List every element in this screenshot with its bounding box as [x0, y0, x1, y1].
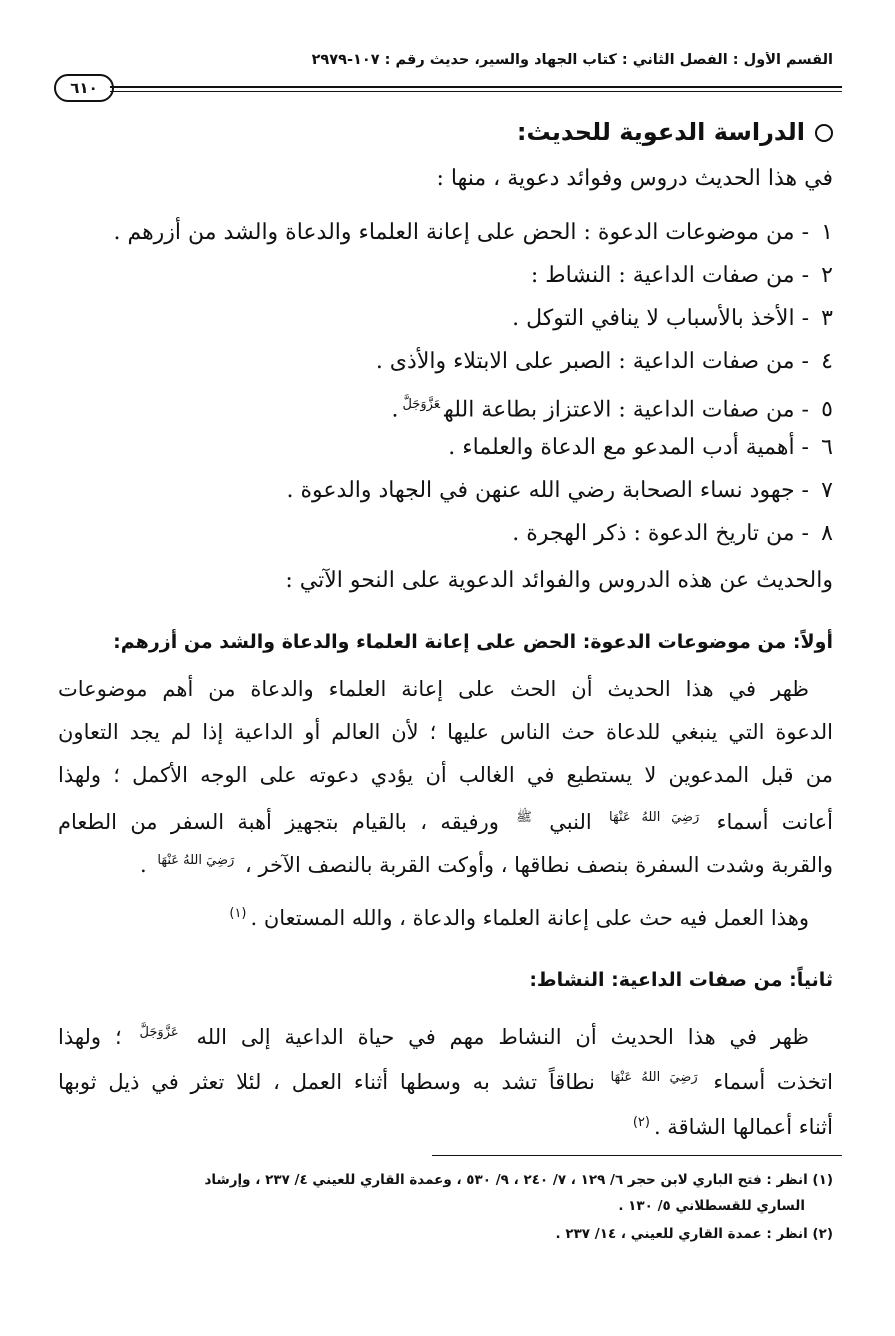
- honorific: رَضِيَ اللهُ عَنْهَا: [609, 810, 700, 825]
- section-title: [517, 110, 833, 154]
- list-item-number: ٢: [821, 263, 833, 288]
- paragraph-line: من قبل المدعوين لا يستطيع في الغالب أن يؤدي دعوته على الوجه الأكمل ؛ ولهذا: [58, 763, 833, 787]
- text-run: والقربة وشدت السفرة بنصف نطاقها ، وأوكت القربة بالنصف الآخر ،: [244, 853, 833, 877]
- footnote-rule: [432, 1155, 842, 1156]
- list-item: [391, 384, 833, 426]
- honorific: رَضِيَ اللهُ عَنْهَا: [610, 1070, 698, 1085]
- text-run: أعانت أسماء: [716, 810, 833, 834]
- circle-bullet-icon: [815, 124, 833, 142]
- text-run: ورفيقه ، بالقيام بتجهيز أهبة السفر من الطعام: [58, 810, 499, 834]
- text-run: نطاقاً تشد به وسطها أثناء العمل ، لئلا تعثر في ذيل ثوبها: [58, 1070, 595, 1094]
- list-item: [512, 513, 833, 555]
- text-run: اتخذت أسماء: [713, 1070, 833, 1094]
- paragraph-line: [58, 1057, 833, 1099]
- footnote-ref: (٢): [632, 1115, 650, 1130]
- list-item-text: - الأخذ بالأسباب لا ينافي التوكل .: [512, 306, 809, 331]
- page-number: ٦١٠: [54, 74, 114, 102]
- first-heading: أولاً: من موضوعات الدعوة: الحض على إعانة العلماء والدعاة والشد من أزرهم:: [113, 631, 833, 653]
- list-item-text: - من صفات الداعية : النشاط :: [530, 263, 809, 288]
- footnote: (٢) انظر : عمدة القاري للعيني ، ١٤/ ٢٣٧ .: [555, 1226, 833, 1242]
- list-item: [287, 470, 833, 512]
- paragraph-line: [58, 1012, 809, 1054]
- paragraph-line: الدعوة التي ينبغي للدعاة حث الناس عليها ؛ لأن العالم أو الداعية إذا لم يجد التعاون: [58, 720, 833, 744]
- list-item-text: - من صفات الداعية : الصبر على الابتلاء والأذى .: [375, 349, 809, 374]
- header-rule: [110, 86, 842, 92]
- honorific: عَزَّوَجَلَّ: [139, 1025, 179, 1040]
- list-item-end: .: [391, 397, 399, 423]
- text-run: النبي: [549, 810, 592, 834]
- outro-line: والحديث عن هذه الدروس والفوائد الدعوية على النحو الآتي :: [285, 568, 833, 593]
- footnote: (١) انظر : فتح الباري لابن حجر ٦/ ١٢٩ ، ٧/ ٢٤٠ ، ٩/ ٥٣٠ ، وعمدة القاري للعيني ٤/ ٢٣٧ ، وإرشاد: [204, 1172, 833, 1188]
- list-item-number: ٧: [821, 478, 833, 503]
- honorific: ﷺ: [516, 810, 532, 825]
- list-item: [113, 212, 833, 254]
- running-header: القسم الأول : الفصل الثاني : كتاب الجهاد والسير، حديث رقم : ١٠٧-٢٩٧٩: [311, 52, 833, 68]
- section-title-text: الدراسة الدعوية للحديث:: [516, 118, 805, 146]
- footnote-ref: (١): [229, 906, 247, 921]
- honorific: عَزَّوَجَلَّ: [402, 397, 441, 412]
- text-run: ظهر في هذا الحديث أن النشاط مهم في حياة الداعية إلى الله: [196, 1025, 809, 1049]
- list-item-number: ٣: [821, 306, 833, 331]
- list-item-number: ٦: [821, 435, 833, 460]
- intro-line: في هذا الحديث دروس وفوائد دعوية ، منها :: [436, 166, 833, 191]
- footnote: الساري للقسطلاني ٥/ ١٣٠ .: [618, 1198, 805, 1214]
- list-item-number: ٨: [821, 521, 833, 546]
- paragraph-line: [229, 893, 809, 935]
- paragraph-line: [140, 840, 833, 882]
- text-run: ؛ ولهذا: [58, 1025, 122, 1049]
- list-item-text: - من تاريخ الدعوة : ذكر الهجرة .: [512, 521, 809, 546]
- text-run: .: [140, 853, 147, 877]
- second-heading: ثانياً: من صفات الداعية: النشاط:: [529, 969, 833, 991]
- list-item-text: - جهود نساء الصحابة رضي الله عنهن في الجهاد والدعوة .: [286, 478, 809, 503]
- honorific: رَضِيَ اللهُ عَنْهَا: [157, 853, 235, 868]
- list-item: [512, 298, 833, 340]
- list-item-text: - من موضوعات الدعوة : الحض على إعانة العلماء والدعاة والشد من أزرهم .: [113, 220, 809, 245]
- list-item: [376, 341, 833, 383]
- paragraph-line: [633, 1102, 833, 1144]
- text-run: أثناء أعمالها الشاقة .: [653, 1115, 833, 1139]
- list-item-text: - من صفات الداعية : الاعتزاز بطاعة الله: [444, 397, 809, 423]
- list-item-text: - أهمية أدب المدعو مع الدعاة والعلماء .: [448, 435, 809, 460]
- paragraph-line: ظهر في هذا الحديث أن الحث على إعانة العلماء والدعاة من أهم موضوعات: [58, 677, 809, 701]
- paragraph-line: [58, 797, 833, 839]
- list-item-number: ١: [821, 220, 833, 245]
- text-run: وهذا العمل فيه حث على إعانة العلماء والدعاة ، والله المستعان .: [250, 906, 809, 930]
- list-item-number: ٥: [821, 397, 833, 423]
- list-item: [448, 427, 833, 469]
- list-item-number: ٤: [821, 349, 833, 374]
- list-item: [531, 255, 833, 297]
